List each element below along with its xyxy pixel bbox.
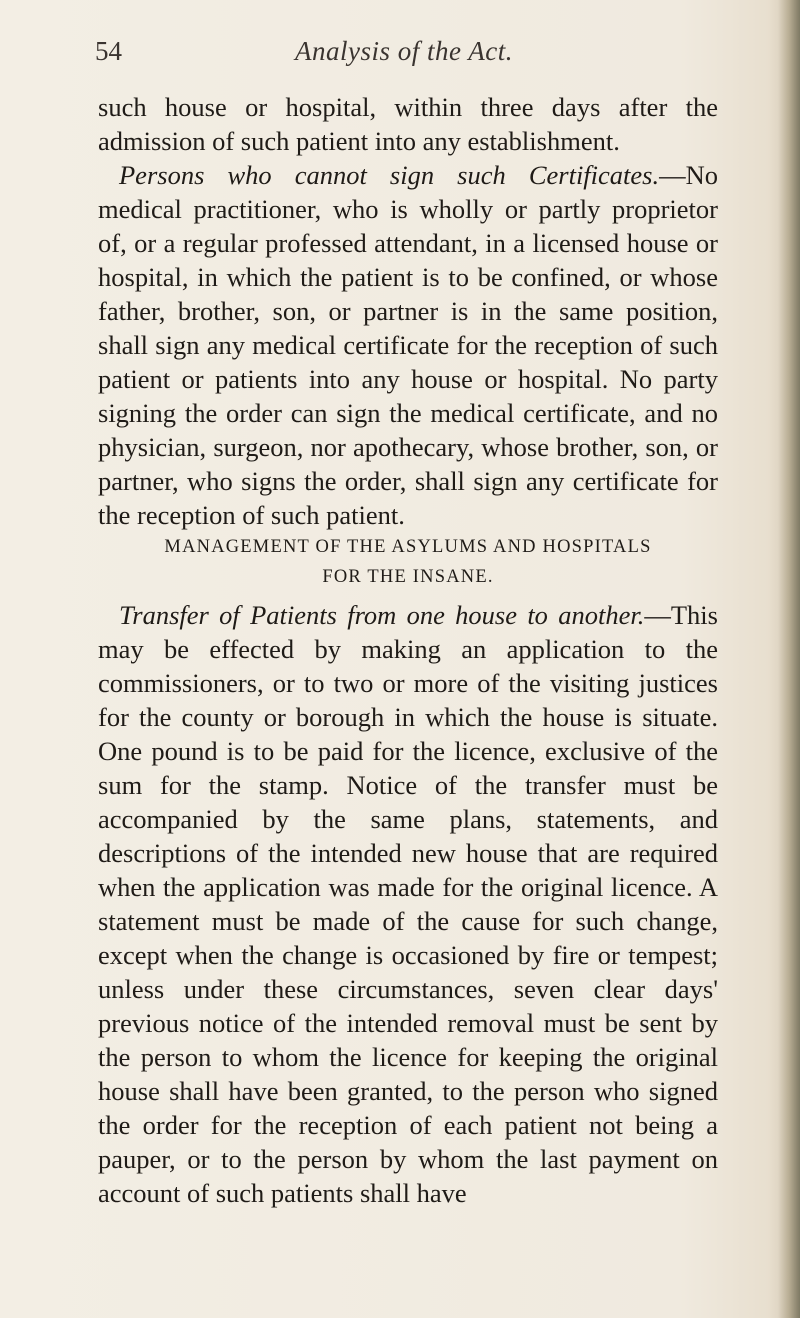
paragraph-body-certificates: —No medical practitioner, who is wholly or partly proprietor of, or a regular professed attendant, in a licensed house or hospital, in which the patient is to be confined, or whose father, brother, son, or partner is in the same position, shall sign any medical certificate for the reception of such patient or patients into any house or hospital. No party signing the order can sign the medical certificate, and no physician, surgeon, nor apothecary, whose brother, son, or partner, who signs the order, shall sign any certificate for the reception of such patient.	[98, 160, 718, 530]
page-number: 54	[95, 36, 122, 66]
paragraph-certificates	[98, 158, 718, 532]
section-heading	[98, 532, 718, 592]
page-edge-shadow	[778, 0, 800, 1318]
paragraph-body-transfer: —This may be effected by making an application to the commissioners, or to two or more of the visiting justices for the county or borough in which the house is situate. One pound is to be paid for the licence, exclusive of the sum for the stamp. Notice of the transfer must be accompanied by the same plans, statements, and descriptions of the intended new house that are required when the application was made for the original licence. A statement must be made of the cause for such change, except when the change is occasioned by fire or tempest; unless under these circumstances, seven clear days' previous notice of the intended removal must be sent by the person to whom the licence for keeping the original house shall have been granted, to the person who signed the order for the reception of each patient not being a pauper, or to the person by whom the last payment on account of such patients shall have	[98, 600, 718, 1208]
running-title: Analysis of the Act.	[295, 36, 513, 66]
paragraph-lead-transfer: Transfer of Patients from one house to another.	[119, 600, 645, 630]
paragraph-lead-certificates: Persons who cannot sign such Certificates.	[119, 160, 660, 190]
paragraph-transfer	[98, 598, 718, 1210]
page-header	[95, 36, 713, 76]
section-heading-line-2: FOR THE INSANE.	[322, 567, 494, 587]
paragraph-continuation: such house or hospital, within three days after the admission of such patient into any establishment.	[98, 92, 718, 156]
main-text-block-1	[98, 90, 718, 532]
main-text-block-2	[98, 598, 718, 1210]
section-heading-line-1: MANAGEMENT OF THE ASYLUMS AND HOSPITALS	[164, 537, 652, 557]
